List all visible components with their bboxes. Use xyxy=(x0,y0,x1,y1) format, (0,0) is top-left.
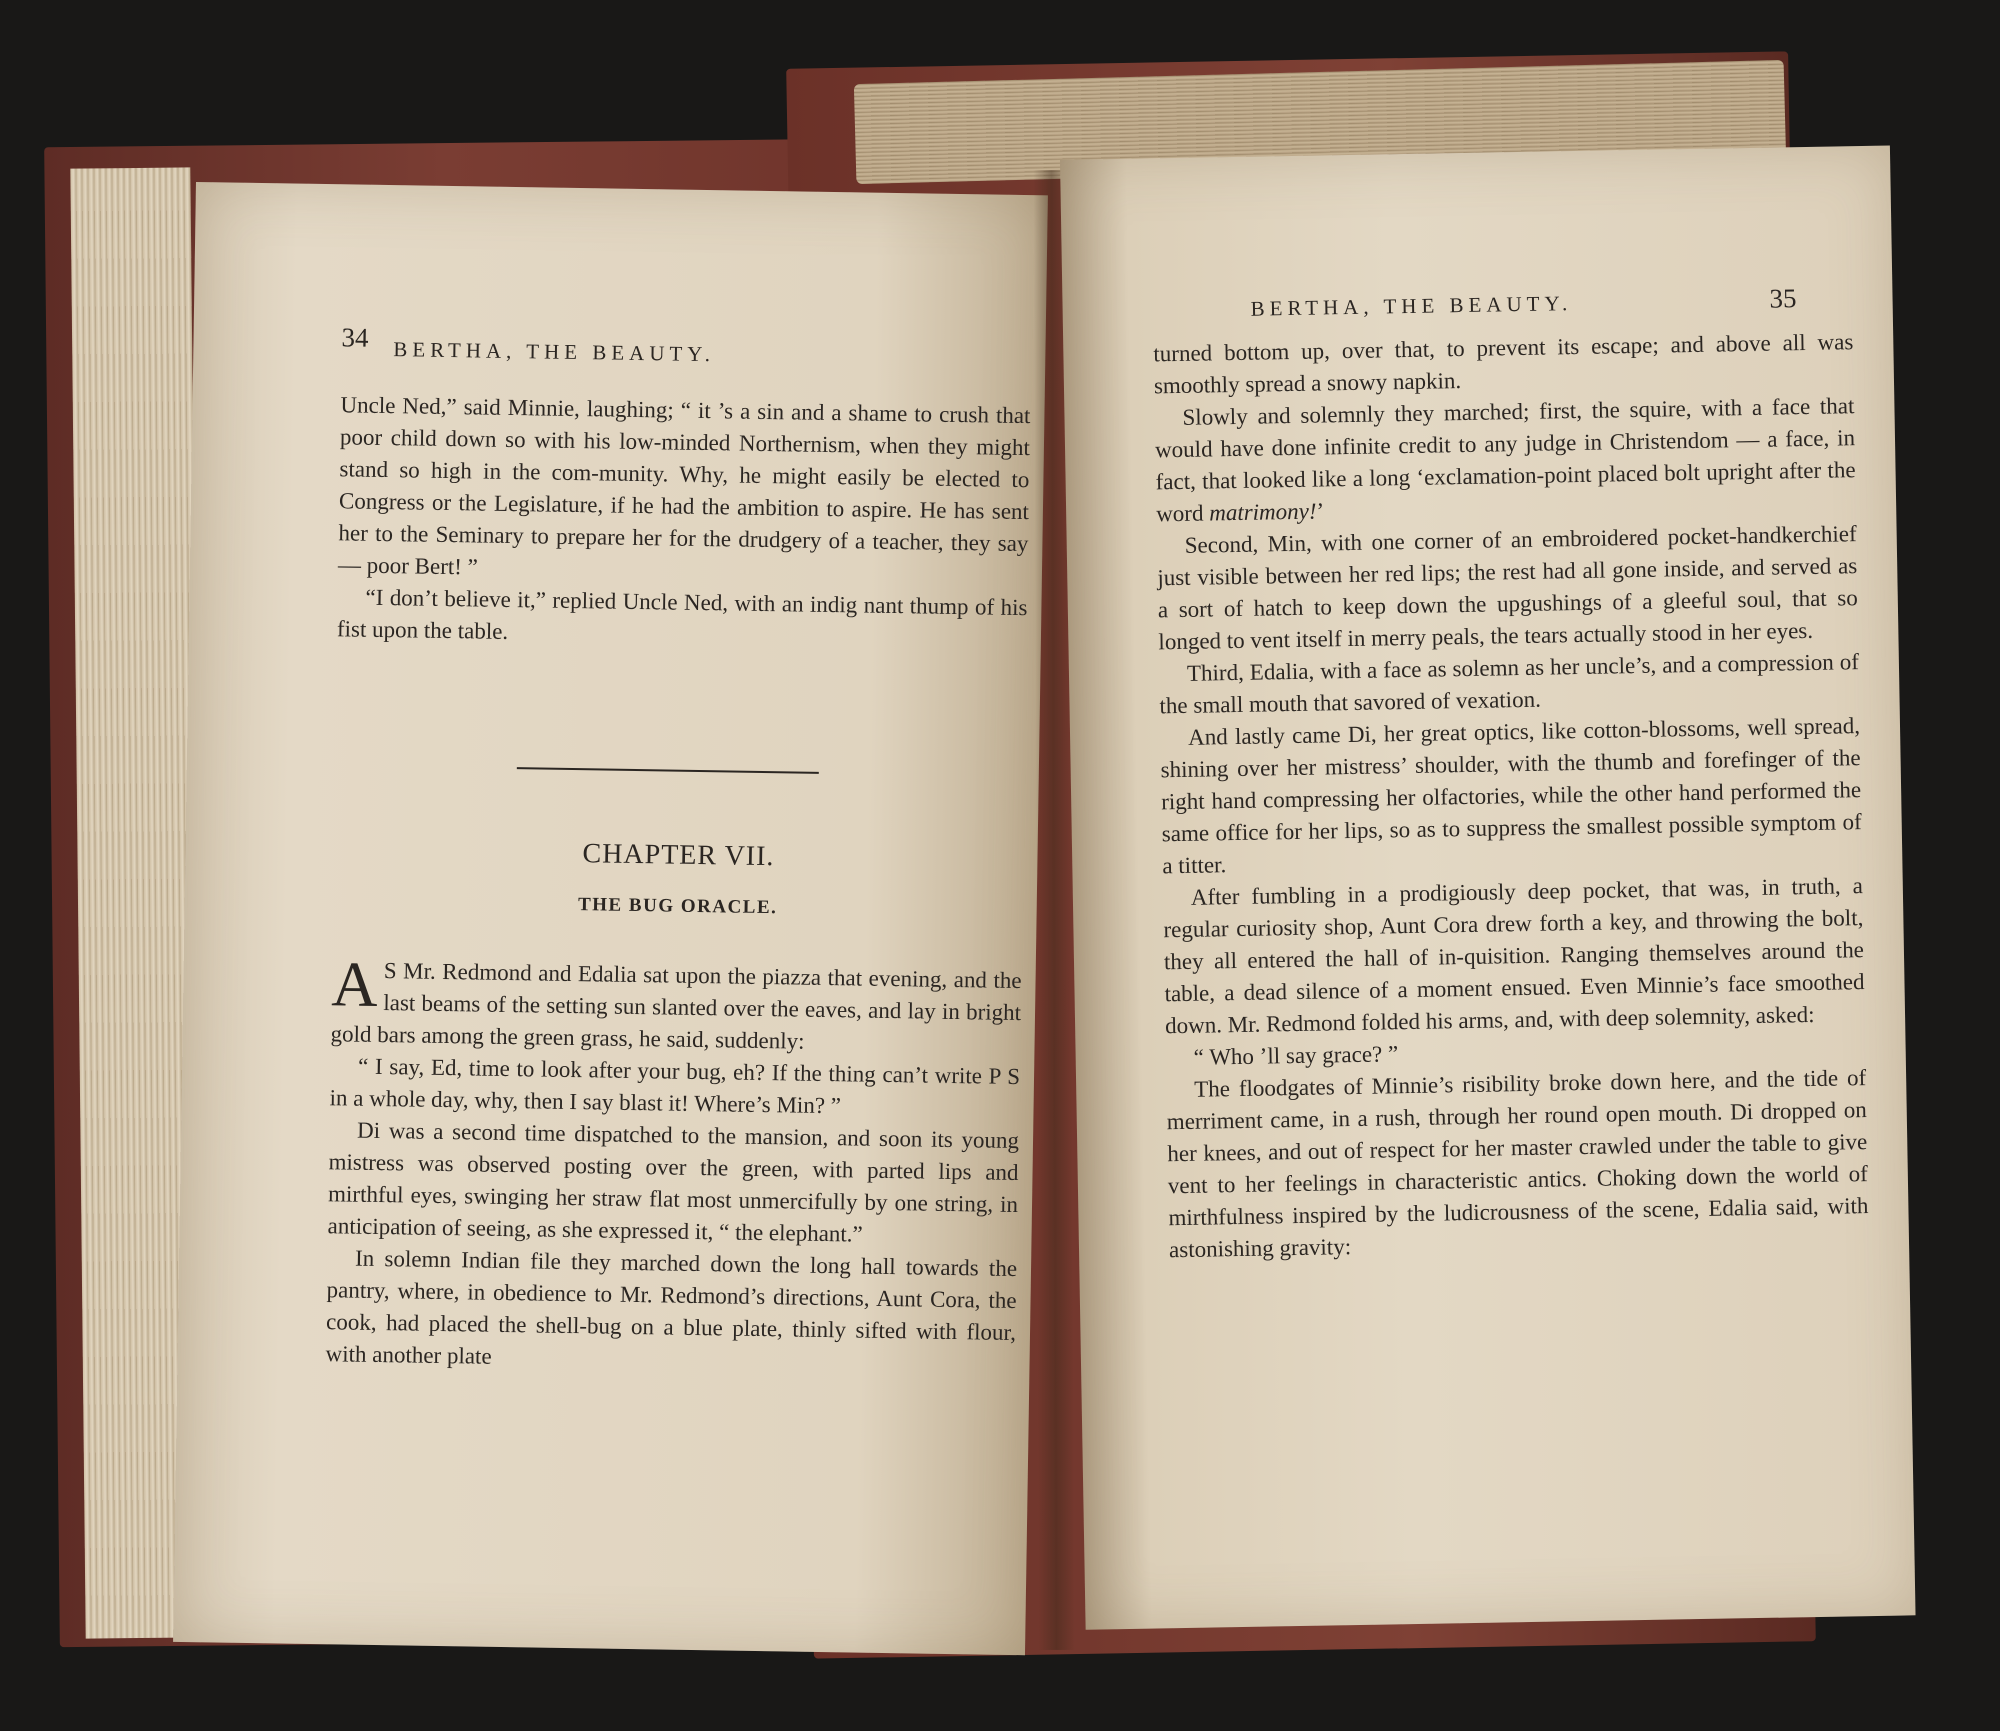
paragraph: “ Who ’ll say grace? ” xyxy=(1193,1041,1399,1070)
page-number: 34 xyxy=(341,322,369,353)
chapter-subtitle: THE BUG ORACLE. xyxy=(577,894,778,919)
paragraph xyxy=(330,948,1022,1061)
paragraph-text: S Mr. Redmond and Edalia sat upon the piazza that evening, and the last beams of the setting sun slanted over the eaves, and lay in bright gold bars among the green grass, he said, suddenly: xyxy=(330,958,1022,1054)
italic-word: matrimony! xyxy=(1208,498,1317,526)
paragraph: Di was a second time dispatched to the mansion, and soon its young mistress was observed posting over the green, with parted lips and mirthful eyes, swinging her straw flat most unmercifully by one string, in anticipation of seeing, as she expressed it, “ the elephant.” xyxy=(327,1117,1020,1247)
paragraph: The floodgates of Minnie’s risibility broke down here, and the tide of merriment came, in a rush, through her round open mouth. Di dropped on her knees, and out of respect for her master crawled under the table to give vent to her feelings in characteristic antics. Choking down the world of mirthfulness inspired by the ludicrousness of the scene, Edalia said, with astonishing gravity: xyxy=(1166,1065,1869,1263)
left-page xyxy=(173,182,1048,1655)
paragraph: Third, Edalia, with a face as solemn as her uncle’s, and a compression of the small mouth that savored of vexation. xyxy=(1159,649,1860,719)
text-block xyxy=(325,948,1022,1381)
paragraph xyxy=(1154,390,1856,530)
text-block xyxy=(1153,326,1869,1266)
closing-quote: ’ xyxy=(1316,498,1325,524)
section-divider xyxy=(517,767,819,774)
paragraph: turned bottom up, over that, to prevent its escape; and above all was smoothly spread a snowy napkin. xyxy=(1153,329,1854,399)
paragraph: “I don’t believe it,” replied Uncle Ned, with an indig nant thump of his fist upon the table. xyxy=(336,584,1028,644)
page-number: 35 xyxy=(1769,283,1797,314)
drop-cap: A xyxy=(330,948,379,1020)
running-head: BERTHA, THE BEAUTY. xyxy=(1250,291,1573,321)
chapter-title: CHAPTER VII. xyxy=(582,838,775,873)
paragraph: After fumbling in a prodigiously deep pocket, that was, in truth, a regular curiosity shop, Aunt Cora drew forth a key, and throwing the bolt, they all entered the hall of in-quisition. Ranging themselves around the table, a dead silence of a moment ensued. Even Minnie’s face smoothed down. Mr. Redmond folded his arms, and, with deep solemnity, asked: xyxy=(1163,873,1865,1039)
paragraph: In solemn Indian file they marched down the long hall towards the pantry, where, in obedience to Mr. Redmond’s directions, Aunt Cora, the cook, had placed the shell-bug on a blue plate, thinly sifted with flour, with another plate xyxy=(325,1245,1018,1369)
running-head: BERTHA, THE BEAUTY. xyxy=(393,337,716,367)
paragraph-text: Slowly and solemnly they marched; first, the squire, with a face that would have done infinite credit to any judge in Christendom — a face, in fact, that looked like a long ‘exclamation-point placed bolt upright after the word xyxy=(1154,393,1856,527)
paragraph: “ I say, Ed, time to look after your bug, eh? If the thing can’t write P S in a whole day, why, then I say blast it! Where’s Min? ” xyxy=(329,1053,1021,1119)
right-page xyxy=(1060,146,1916,1630)
paragraph: And lastly came Di, her great optics, like cotton-blossoms, well spread, shining over her mistress’ shoulder, with the thumb and forefinger of the right hand compressing her olfactories, while the other hand performed the same office for her lips, so as to suppress the smallest possible symptom of a titter. xyxy=(1160,713,1862,879)
paragraph: Uncle Ned,” said Minnie, laughing; “ it ’s a sin and a shame to crush that poor child down so with his low-minded Northernism, when they might stand so high in the com-munity. Why, he might easily be elected to Congress or the Legislature, if he had the ambition to aspire. He has sent her to the Seminary to prepare her for the drudgery of a teacher, they say — poor Bert! ” xyxy=(337,392,1031,580)
paragraph: Second, Min, with one corner of an embroidered pocket-handkerchief just visible between her red lips; the rest had all gone inside, and served as a sort of hatch to keep down the upgushings of a gleeful soul, that so longed to vent itself in merry peals, the tears actually stood in her eyes. xyxy=(1157,521,1858,655)
text-block xyxy=(337,389,1031,656)
